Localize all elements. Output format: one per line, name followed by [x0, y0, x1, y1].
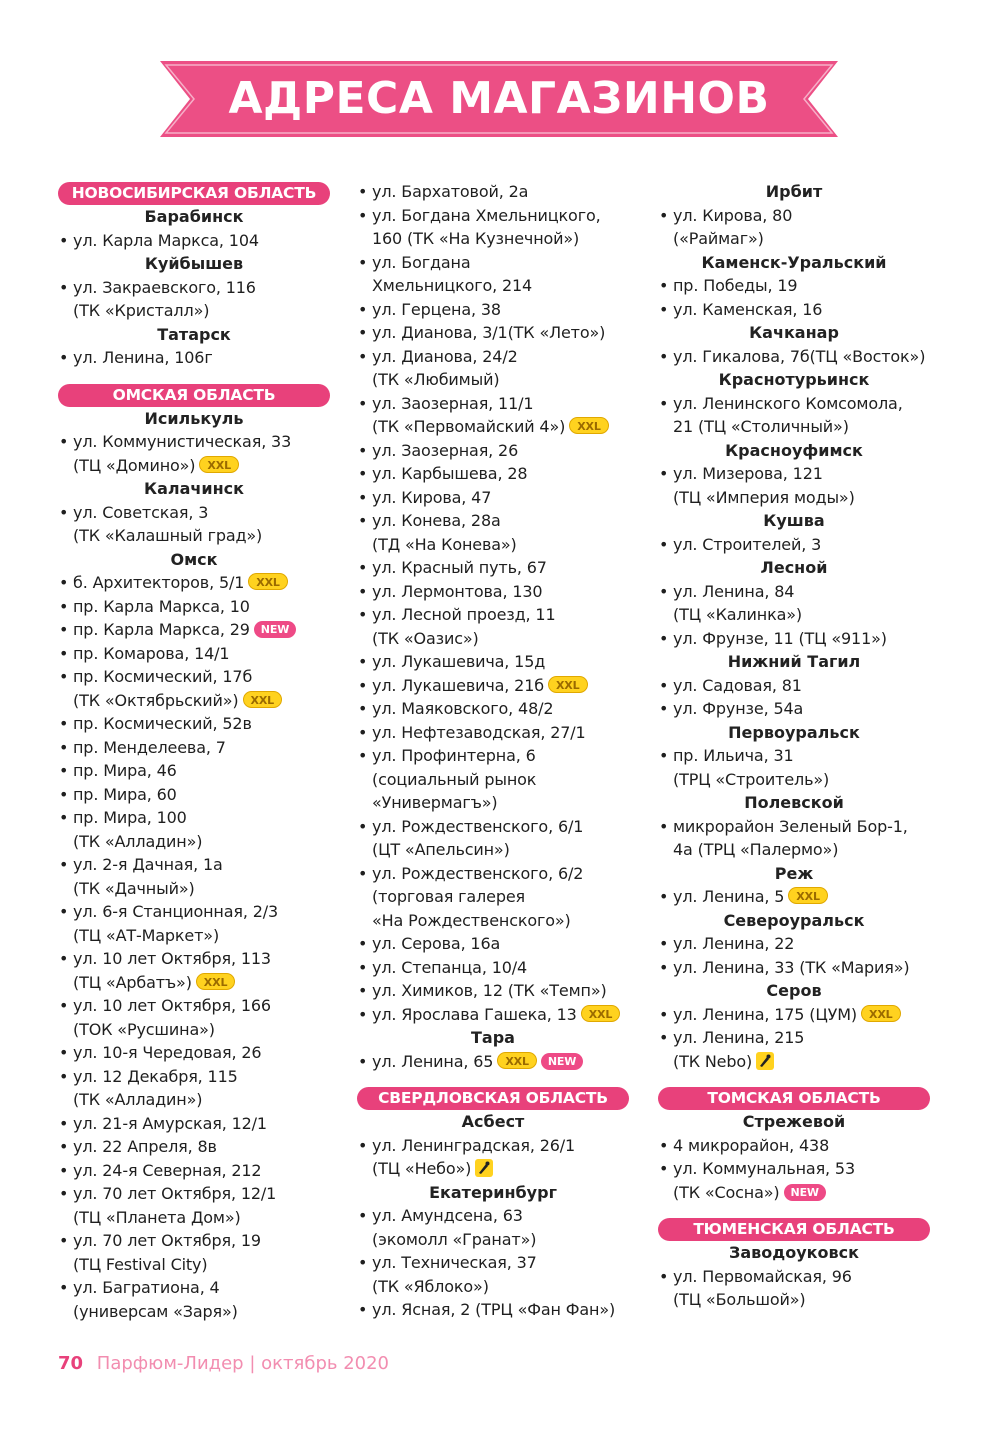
address-line: • ул. Ясная, 2 (ТРЦ «Фан Фан») [372, 1300, 616, 1319]
city-heading: Реж [774, 863, 814, 883]
address-line: • ул. Ленина, 106г [73, 348, 213, 367]
xxl-badge: XXL [548, 676, 588, 693]
address-line: • ул. Заозерная, 26 [372, 440, 519, 460]
address-line: • ул. Лукашевича, 21б XXL [372, 674, 629, 698]
address-line: • 4 микрорайон, 438 [673, 1135, 830, 1155]
store-address [357, 1251, 629, 1298]
address-line: • ул. Амундсена, 63 [372, 1206, 523, 1225]
store-address [58, 1159, 330, 1183]
address-line: 160 (ТК «На Кузнечной») [372, 229, 580, 248]
store-address [357, 674, 629, 698]
address-line: • пр. Карла Маркса, 29 NEW [73, 618, 330, 642]
city-heading: Асбест [461, 1112, 525, 1131]
address-line: «На Рождественского») [372, 910, 571, 930]
address-line: • ул. Закраевского, 116 [73, 277, 256, 297]
store-address [58, 806, 330, 853]
address-line: («Раймаг») [673, 229, 764, 248]
store-address [58, 783, 330, 807]
store-address [658, 274, 930, 298]
address-line: • ул. Ленинградская, 26/1 [372, 1135, 576, 1155]
address-line: • ул. 12 Декабря, 115 [73, 1066, 238, 1086]
store-address [58, 618, 330, 642]
address-line: • ул. Садовая, 81 [673, 675, 802, 695]
address-line: • ул. 10-я Чередовая, 26 [73, 1043, 262, 1062]
new-badge: NEW [541, 1053, 583, 1070]
address-line: • ул. Ленина, 5 XXL [673, 885, 930, 909]
store-address [58, 994, 330, 1041]
store-address [658, 1157, 930, 1204]
address-line: • ул. 2-я Дачная, 1а [73, 855, 223, 874]
address-line: • пр. Комарова, 14/1 [73, 643, 230, 663]
region-heading: СВЕРДЛОВСКАЯ ОБЛАСТЬ [357, 1087, 629, 1110]
address-line: (ТЦ «АТ-Маркет») [73, 925, 220, 945]
address-line: (ТК «Октябрьский») XXL [73, 689, 330, 713]
address-line: • ул. 21-я Амурская, 12/1 [73, 1113, 267, 1133]
address-line: (ТД «На Конева») [372, 534, 517, 554]
store-address [58, 1276, 330, 1323]
store-address [658, 1134, 930, 1158]
xxl-badge: XXL [248, 573, 288, 590]
store-address [58, 595, 330, 619]
address-line: (ТК «Алладин») [73, 831, 203, 851]
store-address [357, 862, 629, 933]
address-line: (ТК «Сосна») NEW [673, 1181, 930, 1205]
address-line: (ТЦ «Большой») [673, 1290, 806, 1309]
address-line: (ТЦ Festival City) [73, 1254, 208, 1274]
city-heading: Лесной [760, 558, 828, 577]
store-address [357, 462, 629, 486]
store-address [658, 345, 930, 369]
address-line: • ул. Карла Маркса, 104 [73, 230, 259, 250]
column-2 [357, 180, 629, 1322]
address-line: • ул. Ленина, 84 [673, 581, 795, 601]
store-address [658, 204, 930, 251]
store-address [357, 180, 629, 204]
store-address [357, 1050, 629, 1074]
xxl-badge: XXL [569, 417, 609, 434]
address-line: • пр. Менделеева, 7 [73, 737, 226, 757]
magazine-name: Парфюм-Лидер [96, 1353, 244, 1374]
xxl-badge: XXL [199, 456, 239, 473]
address-line: • ул. Фрунзе, 11 (ТЦ «911») [673, 628, 887, 648]
store-address [357, 1298, 629, 1322]
store-address [58, 759, 330, 783]
store-address [658, 697, 930, 721]
address-line: • ул. Карбышева, 28 [372, 464, 528, 483]
address-line: • ул. Ленина, 215 [673, 1028, 805, 1047]
address-line: • пр. Мира, 46 [73, 761, 177, 780]
address-line: (ТК «Первомайский 4») XXL [372, 415, 629, 439]
address-line: • ул. Ленина, 175 (ЦУМ) XXL [673, 1003, 930, 1027]
city-heading: Краснотурьинск [718, 370, 870, 389]
page-number: 70 [58, 1353, 84, 1374]
address-line: • ул. Ленина, 33 (ТК «Мария») [673, 957, 910, 977]
address-line: (ТК Nebo) [673, 1050, 930, 1074]
address-line: (универсам «Заря») [73, 1301, 238, 1321]
footer-separator: | [249, 1353, 256, 1374]
address-line: (экомолл «Гранат») [372, 1229, 537, 1249]
address-line: (ТК «Калашный град») [73, 526, 263, 545]
address-line: «Универмагъ») [372, 793, 498, 812]
address-line: • ул. Заозерная, 11/1 [372, 393, 534, 413]
city-heading: Куйбышев [144, 254, 244, 273]
xxl-badge: XXL [243, 691, 283, 708]
store-address [357, 298, 629, 322]
address-line: (ТЦ «Планета Дом») [73, 1207, 241, 1227]
store-address [357, 697, 629, 721]
city-heading: Татарск [157, 324, 231, 344]
address-line: • пр. Ильича, 31 [673, 746, 794, 765]
address-line: • ул. 24-я Северная, 212 [73, 1160, 262, 1180]
store-address [357, 650, 629, 674]
store-address [658, 956, 930, 980]
store-address [357, 251, 629, 298]
city-heading: Первоуральск [728, 722, 860, 742]
store-address [58, 712, 330, 736]
address-line: • ул. Каменская, 16 [673, 299, 823, 319]
address-line: • микрорайон Зеленый Бор-1, [673, 816, 908, 836]
city-heading: Екатеринбург [429, 1182, 557, 1202]
address-line: • ул. Багратиона, 4 [73, 1278, 220, 1297]
city-heading: Барабинск [144, 207, 244, 226]
address-line: • ул. 70 лет Октября, 19 [73, 1231, 261, 1250]
address-line: (ТЦ «Домино») XXL [73, 454, 330, 478]
new-badge: NEW [784, 1184, 826, 1201]
store-address [658, 1265, 930, 1312]
city-heading: Нижний Тагил [727, 652, 861, 671]
xxl-badge: XXL [196, 973, 236, 990]
address-line: (ТЦ «Арбатъ») XXL [73, 971, 330, 995]
address-line: • ул. Рождественского, 6/2 [372, 863, 584, 883]
city-heading: Стрежевой [742, 1112, 846, 1131]
city-heading: Каменск-Уральский [701, 252, 887, 272]
address-line: (ТК «Дачный») [73, 878, 195, 898]
store-address [658, 885, 930, 909]
address-line: • ул. 70 лет Октября, 12/1 [73, 1184, 277, 1203]
address-line: (ТРЦ «Строитель») [673, 769, 830, 789]
city-heading: Серов [766, 981, 822, 1000]
city-heading: Тара [471, 1028, 515, 1047]
region-heading: ТОМСКАЯ ОБЛАСТЬ [658, 1087, 930, 1110]
address-line: • ул. Кирова, 47 [372, 487, 492, 507]
address-line: (ТК «Алладин») [73, 1090, 203, 1109]
xxl-badge: XXL [497, 1052, 537, 1069]
store-address [658, 932, 930, 956]
address-line: (торговая галерея [372, 887, 526, 906]
xxl-badge: XXL [581, 1005, 621, 1022]
address-line: (ЦТ «Апельсин») [372, 840, 510, 859]
column-3 [658, 180, 930, 1312]
page-footer [58, 1352, 389, 1376]
address-line: (ТК «Любимый) [372, 370, 500, 389]
address-line: • ул. Техническая, 37 [372, 1253, 537, 1272]
address-line: • ул. Бархатовой, 2а [372, 182, 529, 201]
store-address [357, 979, 629, 1003]
city-heading: Красноуфимск [725, 440, 863, 460]
address-line: • пр. Космический, 52в [73, 714, 252, 733]
store-address [58, 736, 330, 760]
store-address [658, 1026, 930, 1073]
store-address [58, 947, 330, 994]
address-line: • ул. Мизерова, 121 [673, 464, 823, 483]
address-line: (ТОК «Русшина») [73, 1019, 215, 1039]
store-address [58, 900, 330, 947]
store-address [58, 346, 330, 370]
store-address [58, 1065, 330, 1112]
address-line: • ул. Конева, 28а [372, 511, 501, 530]
store-address [58, 229, 330, 253]
address-line: • ул. Химиков, 12 (ТК «Темп») [372, 981, 607, 1000]
address-line: • ул. Ленина, 65 XXL NEW [372, 1050, 629, 1074]
address-line: (ТК «Оазис») [372, 628, 479, 648]
region-heading: ОМСКАЯ ОБЛАСТЬ [58, 384, 330, 407]
city-heading: Исилькуль [144, 408, 244, 428]
city-heading: Полевской [744, 793, 844, 812]
address-line: (ТЦ «Калинка») [673, 605, 802, 624]
store-address [357, 815, 629, 862]
address-line: • ул. Богдана [372, 252, 471, 272]
store-address [58, 1229, 330, 1276]
store-address [58, 642, 330, 666]
city-heading: Североуральск [723, 910, 865, 930]
store-address [658, 815, 930, 862]
store-address [58, 501, 330, 548]
address-line: (социальный рынок [372, 769, 537, 789]
address-line: • ул. Степанца, 10/4 [372, 957, 528, 977]
address-line: • ул. Дианова, 24/2 [372, 346, 518, 366]
store-address [58, 1135, 330, 1159]
address-line: • ул. Герцена, 38 [372, 299, 501, 319]
store-address [658, 580, 930, 627]
address-line: • б. Архитекторов, 5/1 XXL [73, 571, 330, 595]
address-line: • ул. 10 лет Октября, 113 [73, 949, 271, 968]
store-address [58, 430, 330, 477]
region-heading: НОВОСИБИРСКАЯ ОБЛАСТЬ [58, 182, 330, 205]
store-address [58, 1041, 330, 1065]
address-line: (ТЦ «Небо») [372, 1157, 629, 1181]
store-address [658, 392, 930, 439]
store-address [357, 345, 629, 392]
store-address [658, 627, 930, 651]
store-address [357, 204, 629, 251]
address-line: • ул. Рождественского, 6/1 [372, 816, 584, 836]
store-address [58, 1182, 330, 1229]
store-address [357, 603, 629, 650]
store-address [658, 1003, 930, 1027]
address-line: • ул. 10 лет Октября, 166 [73, 996, 271, 1015]
address-line: • ул. Строителей, 3 [673, 534, 822, 554]
sticker-icon [475, 1159, 493, 1177]
address-line: • пр. Космический, 17б [73, 667, 253, 686]
store-address [357, 486, 629, 510]
xxl-badge: XXL [788, 887, 828, 904]
address-line: • ул. Фрунзе, 54а [673, 699, 804, 718]
address-line: (ТК «Кристалл») [73, 301, 210, 320]
store-address [357, 721, 629, 745]
address-line: • ул. Дианова, 3/1(ТК «Лето») [372, 323, 606, 342]
address-line: • пр. Карла Маркса, 10 [73, 596, 250, 616]
store-address [658, 298, 930, 322]
address-line: Хмельницкого, 214 [372, 276, 533, 295]
store-address [58, 1112, 330, 1136]
address-line: • пр. Победы, 19 [673, 276, 798, 295]
address-line: (ТЦ «Империя моды») [673, 487, 855, 507]
address-line: • ул. Богдана Хмельницкого, [372, 205, 601, 225]
store-address [357, 1134, 629, 1181]
store-address [58, 665, 330, 712]
store-address [357, 439, 629, 463]
address-line: • ул. Лермонтова, 130 [372, 581, 543, 601]
region-heading: ТЮМЕНСКАЯ ОБЛАСТЬ [658, 1218, 930, 1241]
store-address [357, 556, 629, 580]
store-address [357, 932, 629, 956]
address-line: • пр. Мира, 60 [73, 784, 177, 804]
store-address [58, 853, 330, 900]
store-address [658, 462, 930, 509]
address-line: • ул. Маяковского, 48/2 [372, 699, 554, 718]
store-address [658, 674, 930, 698]
store-address [658, 533, 930, 557]
address-line: • ул. Лесной проезд, 11 [372, 605, 556, 624]
address-line: • ул. Ленина, 22 [673, 934, 795, 953]
address-line: • ул. Ленинского Комсомола, [673, 393, 903, 413]
store-address [357, 1003, 629, 1027]
address-line: • ул. Коммунистическая, 33 [73, 432, 292, 451]
address-line: 21 (ТЦ «Столичный») [673, 417, 849, 436]
store-address [357, 580, 629, 604]
store-address [357, 321, 629, 345]
title-banner [160, 61, 838, 137]
store-address [58, 276, 330, 323]
address-line: 4а (ТРЦ «Палермо») [673, 840, 839, 859]
new-badge: NEW [254, 621, 296, 638]
store-address [357, 1204, 629, 1251]
store-address [357, 956, 629, 980]
address-line: • ул. Лукашевича, 15д [372, 652, 546, 671]
store-address [357, 392, 629, 439]
address-line: • ул. Коммунальная, 53 [673, 1159, 855, 1178]
xxl-badge: XXL [861, 1005, 901, 1022]
city-heading: Кушва [763, 511, 825, 530]
city-heading: Качканар [749, 323, 839, 342]
address-line: • ул. Серова, 16а [372, 934, 501, 953]
city-heading: Омск [170, 549, 218, 569]
city-heading: Ирбит [765, 182, 823, 201]
address-line: • ул. 22 Апреля, 8в [73, 1137, 217, 1156]
address-line: (ТК «Яблоко») [372, 1276, 489, 1296]
address-line: • ул. Первомайская, 96 [673, 1266, 852, 1286]
city-heading: Калачинск [144, 479, 244, 498]
address-line: • ул. Красный путь, 67 [372, 558, 547, 577]
store-address [58, 571, 330, 595]
address-line: • ул. Советская, 3 [73, 502, 209, 522]
address-line: • ул. 6-я Станционная, 2/3 [73, 902, 279, 921]
city-heading: Заводоуковск [729, 1243, 859, 1262]
sticker-icon [756, 1052, 774, 1070]
address-line: • ул. Нефтезаводская, 27/1 [372, 722, 586, 742]
address-line: • ул. Ярослава Гашека, 13 XXL [372, 1003, 629, 1027]
store-address [357, 744, 629, 815]
column-1 [58, 180, 330, 1323]
store-address [658, 744, 930, 791]
address-line: • ул. Кирова, 80 [673, 205, 793, 225]
store-address [357, 509, 629, 556]
address-line: • ул. Гикалова, 7б(ТЦ «Восток») [673, 346, 926, 366]
issue-date: октябрь 2020 [261, 1353, 390, 1374]
page-title: АДРЕСА МАГАЗИНОВ [228, 73, 770, 124]
address-line: • пр. Мира, 100 [73, 808, 187, 827]
address-line: • ул. Профинтерна, 6 [372, 746, 536, 765]
